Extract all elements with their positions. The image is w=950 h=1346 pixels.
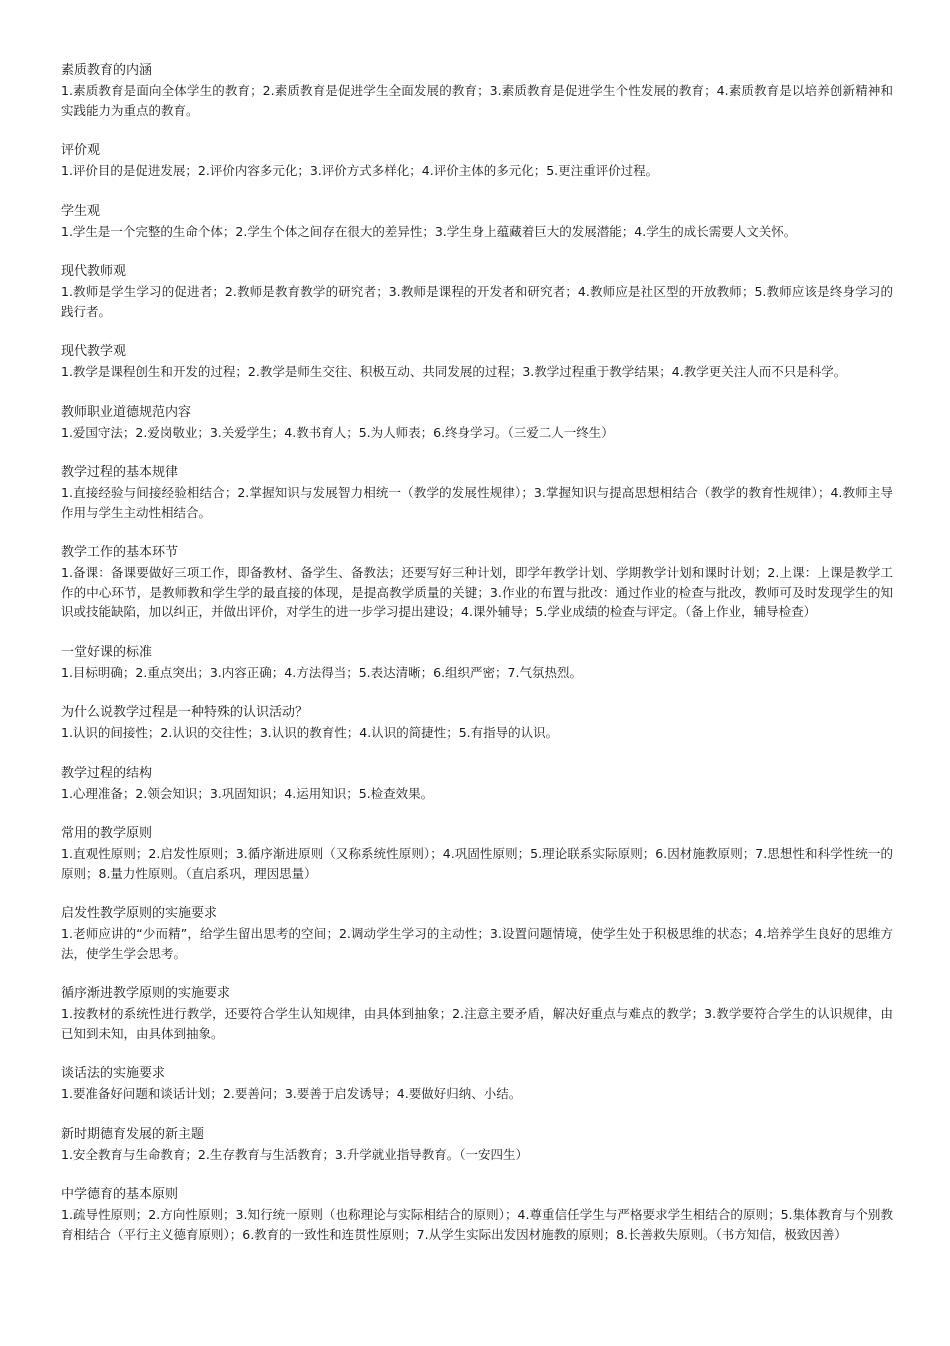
section-heading: 一堂好课的标准 bbox=[61, 644, 153, 660]
section-content: 1.备课：备课要做好三项工作，即备教材、备学生、备教法；还要写好三种计划，即学年教学计划、学期教学计划和课时计划；2.上课：上课是教学工作的中心环节，是教师教和学生学的最直接的体现，是提高教学质量的关键；3.作业的布置与批改：通过作业的检查与批改，教师可及时发现学生的知识或技能缺陷，加以纠正，并做出评价，对学生的进一步学习提出建设；4.课外辅导；5.学业成绩的检查与评定。（备上作业，辅导检查） bbox=[61, 565, 893, 619]
section-content: 1.教学是课程创生和开发的过程；2.教学是师生交往、积极互动、共同发展的过程；3.教学过程重于教学结果；4.教学更关注人而不只是科学。 bbox=[61, 364, 847, 379]
section-modern-teaching-view bbox=[61, 342, 893, 382]
section-moral-education-themes bbox=[61, 1125, 893, 1165]
section-content: 1.疏导性原则；2.方向性原则；3.知行统一原则（也称理论与实际相结合的原则）；4.尊重信任学生与严格要求学生相结合的原则；5.集体教育与个别教育相结合（平行主义德育原则）；6.教育的一致性和连贯性原则；7.从学生实际出发因材施教的原则；8.长善救失原则。（书方知信，极致因善） bbox=[61, 1207, 893, 1242]
section-heading: 常用的教学原则 bbox=[61, 826, 153, 841]
section-content: 1.直观性原则；2.启发性原则；3.循序渐进原则（又称系统性原则）；4.巩固性原则；5.理论联系实际原则；6.因材施教原则；7.思想性和科学性统一的原则；8.量力性原则。（直启系巩，理因思量） bbox=[61, 846, 893, 881]
section-content: 1.目标明确；2.重点突出；3.内容正确；4.方法得当；5.表达清晰；6.组织严密；7.气氛热烈。 bbox=[61, 664, 582, 680]
section-heading: 教学工作的基本环节 bbox=[61, 545, 179, 560]
section-content: 1.直接经验与间接经验相结合；2.掌握知识与发展智力相统一（教学的发展性规律）；3.掌握知识与提高思想相结合（教学的教育性规律）；4.教师主导作用与学生主动性相结合。 bbox=[61, 485, 893, 520]
section-heading: 教师职业道德规范内容 bbox=[61, 404, 192, 420]
section-content: 1.老师应讲的“少而精”，给学生留出思考的空间；2.调动学生学习的主动性；3.设置问题情境，使学生处于积极思维的状态；4.培养学生良好的思维方法，使学生学会思考。 bbox=[61, 926, 893, 961]
section-content: 1.按教材的系统性进行教学，还要符合学生认知规律，由具体到抽象；2.注意主要矛盾，解决好重点与难点的教学；3.教学要符合学生的认识规律，由已知到未知，由具体到抽象。 bbox=[61, 1006, 893, 1041]
section-content: 1.素质教育是面向全体学生的教育；2.素质教育是促进学生全面发展的教育；3.素质教育是促进学生个性发展的教育；4.素质教育是以培养创新精神和实践能力为重点的教育。 bbox=[61, 83, 893, 118]
section-content: 1.安全教育与生命教育；2.生存教育与生活教育；3.升学就业指导教育。（一安四生） bbox=[61, 1146, 529, 1162]
section-conversation-method bbox=[61, 1064, 893, 1104]
section-content: 1.学生是一个完整的生命个体；2.学生个体之间存在很大的差异性；3.学生身上蕴藏着巨大的发展潜能；4.学生的成长需要人文关怀。 bbox=[61, 223, 797, 239]
section-heading: 新时期德育发展的新主题 bbox=[61, 1126, 205, 1142]
section-content: 1.教师是学生学习的促进者；2.教师是教育教学的研究者；3.教师是课程的开发者和研究者；4.教师应是社区型的开放教师；5.教师应该是终身学习的践行者。 bbox=[61, 284, 893, 319]
document-page bbox=[61, 61, 893, 1265]
section-teacher-ethics bbox=[61, 403, 893, 443]
section-teaching-principles bbox=[61, 824, 893, 883]
section-content: 1.爱国守法；2.爱岗敬业；3.关爱学生；4.教书育人；5.为人师表；6.终身学习。（三爱二人一终生） bbox=[61, 424, 614, 440]
section-content: 1.认识的间接性；2.认识的交往性；3.认识的教育性；4.认识的简捷性；5.有指导的认识。 bbox=[61, 725, 559, 740]
section-heading: 现代教学观 bbox=[61, 344, 127, 359]
section-heading: 素质教育的内涵 bbox=[61, 63, 153, 78]
section-heading: 启发性教学原则的实施要求 bbox=[61, 906, 218, 921]
section-modern-teacher-view bbox=[61, 262, 893, 321]
section-heading: 评价观 bbox=[61, 143, 101, 158]
section-teaching-process-structure bbox=[61, 764, 893, 804]
section-teaching-process-laws bbox=[61, 463, 893, 522]
section-content: 1.心理准备；2.领会知识；3.巩固知识；4.运用知识；5.检查效果。 bbox=[61, 785, 434, 801]
section-heading: 教学过程的基本规律 bbox=[61, 465, 179, 480]
section-heading: 学生观 bbox=[61, 203, 101, 219]
section-heading: 教学过程的结构 bbox=[61, 765, 153, 781]
section-heading: 为什么说教学过程是一种特殊的认识活动？ bbox=[61, 705, 309, 720]
section-content: 1.评价目的是促进发展；2.评价内容多元化；3.评价方式多样化；4.评价主体的多元化；5.更注重评价过程。 bbox=[61, 163, 659, 178]
section-heading: 现代教师观 bbox=[61, 264, 127, 279]
section-teaching-work-steps bbox=[61, 543, 893, 622]
section-student-view bbox=[61, 202, 893, 242]
section-evaluation-view bbox=[61, 141, 893, 181]
section-special-cognition bbox=[61, 703, 893, 743]
section-heading: 谈话法的实施要求 bbox=[61, 1066, 166, 1081]
section-content: 1.要准备好问题和谈话计划；2.要善问；3.要善于启发诱导；4.要做好归纳、小结。 bbox=[61, 1086, 522, 1101]
section-moral-education-principles bbox=[61, 1185, 893, 1244]
section-gradual-principle bbox=[61, 984, 893, 1043]
section-heading: 循序渐进教学原则的实施要求 bbox=[61, 986, 231, 1001]
section-heading: 中学德育的基本原则 bbox=[61, 1187, 179, 1202]
section-quality-education bbox=[61, 61, 893, 120]
section-heuristic-principle bbox=[61, 904, 893, 963]
section-good-lesson-standards bbox=[61, 643, 893, 683]
